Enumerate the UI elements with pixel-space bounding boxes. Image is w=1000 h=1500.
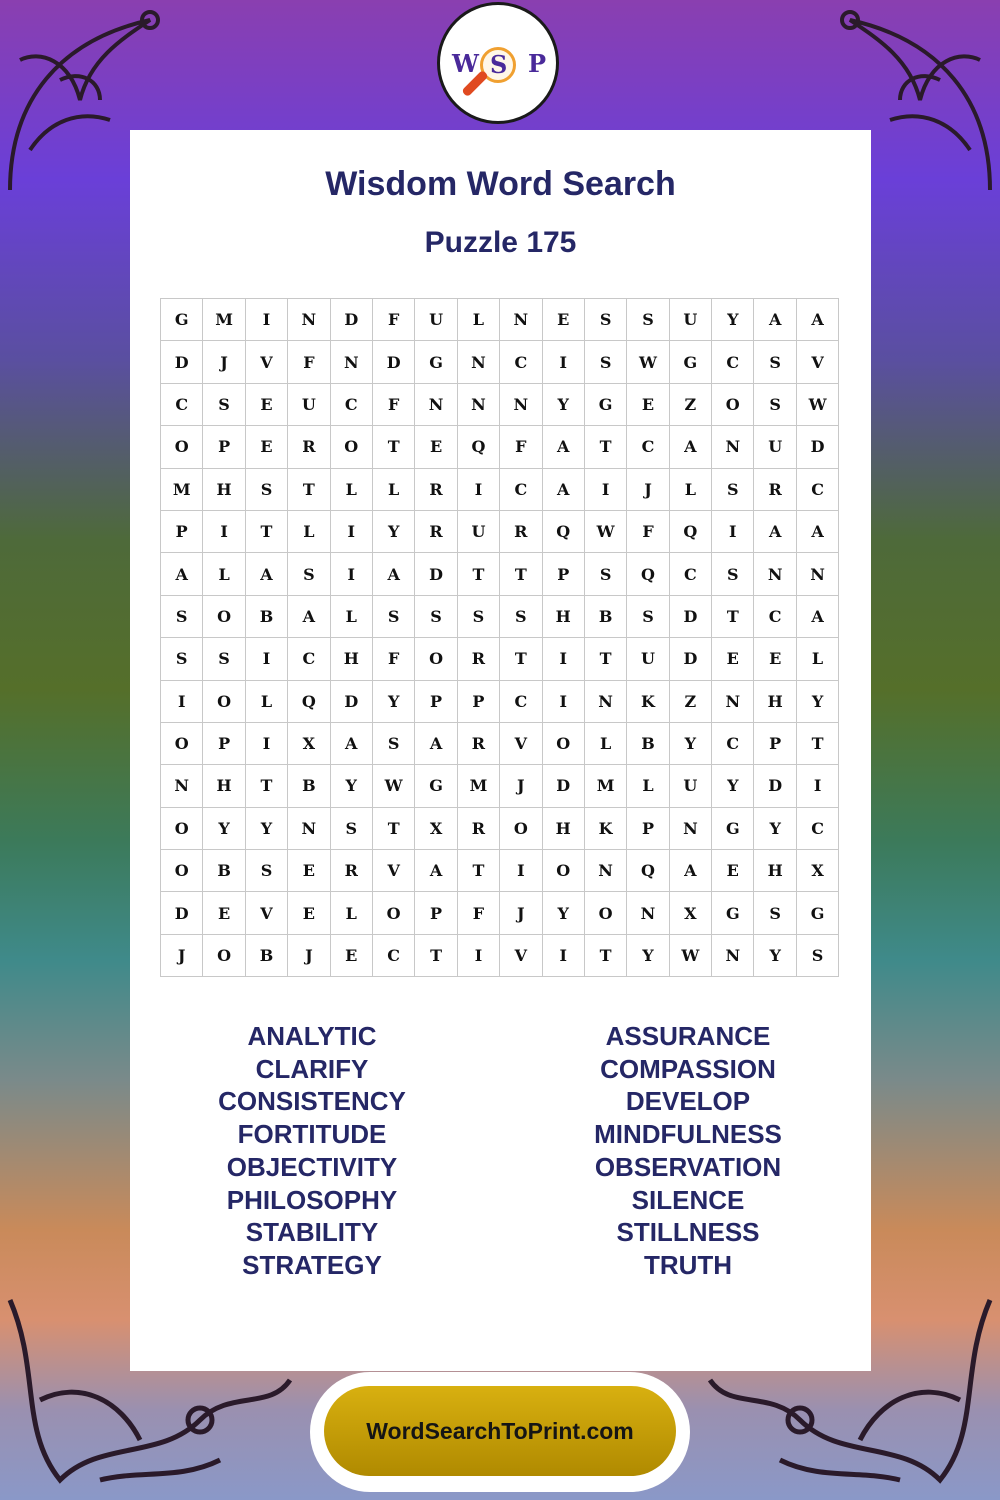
- grid-cell[interactable]: E: [288, 892, 330, 934]
- grid-cell[interactable]: U: [670, 299, 712, 341]
- grid-cell[interactable]: H: [543, 596, 585, 638]
- grid-cell[interactable]: V: [500, 935, 542, 977]
- grid-cell[interactable]: S: [712, 469, 754, 511]
- grid-cell[interactable]: W: [670, 935, 712, 977]
- grid-cell[interactable]: R: [415, 469, 457, 511]
- grid-cell[interactable]: I: [246, 723, 288, 765]
- grid-cell[interactable]: A: [415, 723, 457, 765]
- word-item: MINDFULNESS: [594, 1119, 782, 1150]
- word-list-right: [503, 1020, 873, 1282]
- grid-cell[interactable]: O: [373, 892, 415, 934]
- grid-cell[interactable]: F: [627, 511, 669, 553]
- grid-cell[interactable]: P: [627, 808, 669, 850]
- grid-cell[interactable]: G: [415, 765, 457, 807]
- grid-cell[interactable]: N: [500, 384, 542, 426]
- grid-cell[interactable]: L: [246, 681, 288, 723]
- grid-cell[interactable]: A: [670, 426, 712, 468]
- grid-cell[interactable]: H: [203, 765, 245, 807]
- grid-cell[interactable]: G: [797, 892, 839, 934]
- grid-cell[interactable]: M: [161, 469, 203, 511]
- grid-cell[interactable]: M: [585, 765, 627, 807]
- grid-cell[interactable]: I: [458, 935, 500, 977]
- grid-cell[interactable]: N: [500, 299, 542, 341]
- grid-cell[interactable]: C: [500, 469, 542, 511]
- grid-cell[interactable]: T: [500, 638, 542, 680]
- grid-cell[interactable]: N: [797, 553, 839, 595]
- grid-cell[interactable]: A: [246, 553, 288, 595]
- grid-cell[interactable]: F: [458, 892, 500, 934]
- grid-cell[interactable]: T: [585, 935, 627, 977]
- grid-cell[interactable]: R: [331, 850, 373, 892]
- grid-cell[interactable]: I: [331, 511, 373, 553]
- grid-cell[interactable]: C: [712, 723, 754, 765]
- grid-cell[interactable]: C: [797, 469, 839, 511]
- grid-cell[interactable]: N: [415, 384, 457, 426]
- grid-cell[interactable]: A: [797, 299, 839, 341]
- grid-cell[interactable]: J: [288, 935, 330, 977]
- grid-cell[interactable]: D: [754, 765, 796, 807]
- grid-cell[interactable]: T: [500, 553, 542, 595]
- grid-cell[interactable]: V: [246, 892, 288, 934]
- grid-cell[interactable]: Y: [331, 765, 373, 807]
- grid-cell[interactable]: P: [203, 426, 245, 468]
- grid-cell[interactable]: O: [203, 681, 245, 723]
- grid-cell[interactable]: I: [500, 850, 542, 892]
- word-item: CLARIFY: [255, 1053, 369, 1084]
- grid-cell[interactable]: E: [627, 384, 669, 426]
- grid-cell[interactable]: U: [288, 384, 330, 426]
- grid-cell[interactable]: M: [203, 299, 245, 341]
- grid-cell[interactable]: L: [331, 596, 373, 638]
- grid-cell[interactable]: I: [585, 469, 627, 511]
- grid-cell[interactable]: A: [543, 469, 585, 511]
- grid-cell[interactable]: O: [712, 384, 754, 426]
- grid-cell[interactable]: H: [543, 808, 585, 850]
- grid-cell[interactable]: R: [458, 808, 500, 850]
- grid-cell[interactable]: R: [500, 511, 542, 553]
- grid-cell[interactable]: T: [373, 426, 415, 468]
- grid-cell[interactable]: J: [500, 765, 542, 807]
- grid-cell[interactable]: S: [161, 596, 203, 638]
- grid-cell[interactable]: S: [203, 638, 245, 680]
- word-item: STRATEGY: [242, 1249, 382, 1280]
- grid-cell[interactable]: T: [246, 511, 288, 553]
- word-item: STILLNESS: [616, 1217, 760, 1248]
- grid-cell[interactable]: U: [754, 426, 796, 468]
- grid-cell[interactable]: G: [585, 384, 627, 426]
- grid-cell[interactable]: T: [458, 850, 500, 892]
- grid-cell[interactable]: N: [288, 299, 330, 341]
- grid-cell[interactable]: C: [500, 681, 542, 723]
- grid-cell[interactable]: A: [415, 850, 457, 892]
- grid-cell[interactable]: R: [415, 511, 457, 553]
- grid-cell[interactable]: S: [627, 596, 669, 638]
- grid-cell[interactable]: W: [797, 384, 839, 426]
- grid-cell[interactable]: A: [797, 596, 839, 638]
- grid-cell[interactable]: T: [458, 553, 500, 595]
- grid-cell[interactable]: A: [754, 299, 796, 341]
- grid-cell[interactable]: U: [415, 299, 457, 341]
- grid-cell[interactable]: L: [203, 553, 245, 595]
- grid-cell[interactable]: F: [373, 299, 415, 341]
- grid-cell[interactable]: G: [415, 341, 457, 383]
- grid-cell[interactable]: Z: [670, 681, 712, 723]
- grid-cell[interactable]: N: [585, 850, 627, 892]
- word-item: PHILOSOPHY: [226, 1184, 398, 1215]
- grid-cell[interactable]: N: [288, 808, 330, 850]
- grid-cell[interactable]: L: [288, 511, 330, 553]
- grid-cell[interactable]: X: [670, 892, 712, 934]
- grid-cell[interactable]: Y: [627, 935, 669, 977]
- grid-cell[interactable]: E: [543, 299, 585, 341]
- grid-cell[interactable]: S: [161, 638, 203, 680]
- grid-cell[interactable]: O: [203, 935, 245, 977]
- grid-cell[interactable]: D: [797, 426, 839, 468]
- grid-cell[interactable]: P: [203, 723, 245, 765]
- grid-cell[interactable]: V: [797, 341, 839, 383]
- grid-cell[interactable]: S: [331, 808, 373, 850]
- grid-cell[interactable]: W: [373, 765, 415, 807]
- grid-cell[interactable]: B: [246, 596, 288, 638]
- grid-cell[interactable]: R: [754, 469, 796, 511]
- grid-cell[interactable]: N: [712, 426, 754, 468]
- footer-badge: [310, 1372, 690, 1492]
- grid-cell[interactable]: A: [288, 596, 330, 638]
- grid-cell[interactable]: T: [797, 723, 839, 765]
- grid-cell[interactable]: O: [543, 723, 585, 765]
- grid-cell[interactable]: C: [161, 384, 203, 426]
- grid-cell[interactable]: S: [712, 553, 754, 595]
- puzzle-number: Puzzle 175: [424, 226, 577, 259]
- grid-cell[interactable]: B: [203, 850, 245, 892]
- grid-cell[interactable]: Y: [712, 299, 754, 341]
- grid-cell[interactable]: S: [754, 892, 796, 934]
- grid-cell[interactable]: O: [331, 426, 373, 468]
- grid-cell[interactable]: C: [754, 596, 796, 638]
- grid-cell[interactable]: X: [415, 808, 457, 850]
- grid-cell[interactable]: Q: [670, 511, 712, 553]
- grid-cell[interactable]: P: [415, 681, 457, 723]
- word-item: ANALYTIC: [247, 1021, 377, 1051]
- grid-cell[interactable]: F: [373, 384, 415, 426]
- grid-cell[interactable]: C: [712, 341, 754, 383]
- grid-cell[interactable]: A: [670, 850, 712, 892]
- grid-cell[interactable]: Y: [543, 384, 585, 426]
- letter-grid: [160, 298, 839, 977]
- grid-cell[interactable]: T: [415, 935, 457, 977]
- grid-cell[interactable]: O: [161, 808, 203, 850]
- grid-cell[interactable]: J: [161, 935, 203, 977]
- grid-cell[interactable]: P: [415, 892, 457, 934]
- grid-cell[interactable]: L: [797, 638, 839, 680]
- grid-cell[interactable]: I: [543, 681, 585, 723]
- grid-cell[interactable]: I: [712, 511, 754, 553]
- grid-cell[interactable]: X: [797, 850, 839, 892]
- grid-cell[interactable]: K: [627, 681, 669, 723]
- grid-cell[interactable]: O: [543, 850, 585, 892]
- grid-cell[interactable]: O: [161, 723, 203, 765]
- word-list-left: [127, 1020, 497, 1282]
- grid-cell[interactable]: M: [458, 765, 500, 807]
- grid-cell[interactable]: Y: [373, 681, 415, 723]
- word-item: STABILITY: [245, 1217, 379, 1248]
- site-link[interactable]: WordSearchToPrint.com: [324, 1386, 676, 1476]
- grid-cell[interactable]: O: [415, 638, 457, 680]
- grid-cell[interactable]: H: [203, 469, 245, 511]
- grid-cell[interactable]: Y: [797, 681, 839, 723]
- grid-cell[interactable]: L: [627, 765, 669, 807]
- grid-cell[interactable]: S: [415, 596, 457, 638]
- grid-cell[interactable]: A: [161, 553, 203, 595]
- grid-cell[interactable]: T: [373, 808, 415, 850]
- grid-cell[interactable]: L: [670, 469, 712, 511]
- grid-cell[interactable]: A: [373, 553, 415, 595]
- grid-cell[interactable]: S: [585, 553, 627, 595]
- grid-cell[interactable]: Q: [543, 511, 585, 553]
- grid-cell[interactable]: S: [458, 596, 500, 638]
- grid-cell[interactable]: E: [754, 638, 796, 680]
- grid-cell[interactable]: O: [203, 596, 245, 638]
- grid-cell[interactable]: A: [331, 723, 373, 765]
- grid-cell[interactable]: O: [500, 808, 542, 850]
- grid-cell[interactable]: S: [754, 341, 796, 383]
- grid-cell[interactable]: S: [373, 596, 415, 638]
- grid-cell[interactable]: I: [246, 299, 288, 341]
- grid-cell[interactable]: N: [458, 384, 500, 426]
- grid-cell[interactable]: S: [585, 341, 627, 383]
- grid-cell[interactable]: Y: [373, 511, 415, 553]
- grid-cell[interactable]: Y: [712, 765, 754, 807]
- grid-cell[interactable]: N: [627, 892, 669, 934]
- grid-cell[interactable]: P: [161, 511, 203, 553]
- grid-cell[interactable]: B: [585, 596, 627, 638]
- grid-cell[interactable]: I: [331, 553, 373, 595]
- grid-cell[interactable]: A: [754, 511, 796, 553]
- grid-cell[interactable]: Z: [670, 384, 712, 426]
- word-item: COMPASSION: [600, 1053, 776, 1084]
- grid-cell[interactable]: S: [288, 553, 330, 595]
- logo-letter: S: [490, 50, 508, 79]
- grid-cell[interactable]: F: [373, 638, 415, 680]
- grid-cell[interactable]: S: [754, 384, 796, 426]
- grid-cell[interactable]: Q: [458, 426, 500, 468]
- grid-cell[interactable]: R: [458, 638, 500, 680]
- grid-cell[interactable]: H: [754, 681, 796, 723]
- grid-cell[interactable]: G: [161, 299, 203, 341]
- grid-cell[interactable]: B: [627, 723, 669, 765]
- grid-cell[interactable]: Q: [627, 850, 669, 892]
- logo-letter: P: [528, 49, 547, 78]
- grid-cell[interactable]: J: [627, 469, 669, 511]
- grid-cell[interactable]: I: [246, 638, 288, 680]
- grid-cell[interactable]: I: [797, 765, 839, 807]
- grid-cell[interactable]: N: [331, 341, 373, 383]
- grid-cell[interactable]: T: [585, 638, 627, 680]
- grid-cell[interactable]: N: [712, 935, 754, 977]
- grid-cell[interactable]: D: [670, 596, 712, 638]
- grid-cell[interactable]: C: [500, 341, 542, 383]
- grid-cell[interactable]: T: [585, 426, 627, 468]
- grid-cell[interactable]: C: [797, 808, 839, 850]
- grid-cell[interactable]: U: [627, 638, 669, 680]
- grid-cell[interactable]: E: [712, 638, 754, 680]
- grid-cell[interactable]: E: [203, 892, 245, 934]
- word-item: ASSURANCE: [605, 1021, 771, 1051]
- grid-cell[interactable]: G: [712, 892, 754, 934]
- grid-cell[interactable]: S: [246, 469, 288, 511]
- grid-cell[interactable]: O: [161, 426, 203, 468]
- grid-cell[interactable]: T: [712, 596, 754, 638]
- grid-cell[interactable]: R: [458, 723, 500, 765]
- grid-cell[interactable]: F: [288, 341, 330, 383]
- grid-cell[interactable]: V: [500, 723, 542, 765]
- grid-cell[interactable]: E: [331, 935, 373, 977]
- grid-cell[interactable]: E: [246, 426, 288, 468]
- grid-cell[interactable]: S: [797, 935, 839, 977]
- grid-cell[interactable]: L: [331, 469, 373, 511]
- grid-cell[interactable]: C: [373, 935, 415, 977]
- grid-cell[interactable]: B: [246, 935, 288, 977]
- grid-cell[interactable]: L: [585, 723, 627, 765]
- grid-cell[interactable]: C: [331, 384, 373, 426]
- grid-cell[interactable]: D: [331, 681, 373, 723]
- grid-cell[interactable]: U: [670, 765, 712, 807]
- grid-cell[interactable]: Q: [627, 553, 669, 595]
- grid-cell[interactable]: N: [585, 681, 627, 723]
- grid-cell[interactable]: I: [203, 511, 245, 553]
- grid-cell[interactable]: R: [288, 426, 330, 468]
- grid-cell[interactable]: Y: [246, 808, 288, 850]
- grid-cell[interactable]: P: [543, 553, 585, 595]
- page-title: Wisdom Word Search: [325, 165, 676, 203]
- grid-cell[interactable]: Y: [754, 808, 796, 850]
- logo-letter: W: [452, 49, 479, 78]
- grid-cell[interactable]: S: [500, 596, 542, 638]
- grid-cell[interactable]: W: [627, 341, 669, 383]
- word-item: CONSISTENCY: [218, 1086, 406, 1117]
- grid-cell[interactable]: L: [373, 469, 415, 511]
- grid-cell[interactable]: E: [246, 384, 288, 426]
- word-item: TRUTH: [643, 1249, 733, 1280]
- grid-cell[interactable]: N: [458, 341, 500, 383]
- grid-cell[interactable]: N: [712, 681, 754, 723]
- word-item: OBSERVATION: [594, 1151, 782, 1182]
- grid-cell[interactable]: V: [246, 341, 288, 383]
- grid-cell[interactable]: N: [670, 808, 712, 850]
- grid-cell[interactable]: I: [543, 341, 585, 383]
- grid-cell[interactable]: S: [203, 384, 245, 426]
- grid-cell[interactable]: L: [331, 892, 373, 934]
- grid-cell[interactable]: S: [373, 723, 415, 765]
- grid-cell[interactable]: S: [246, 850, 288, 892]
- grid-cell[interactable]: S: [627, 299, 669, 341]
- grid-cell[interactable]: Y: [670, 723, 712, 765]
- grid-cell[interactable]: I: [458, 469, 500, 511]
- grid-cell[interactable]: H: [331, 638, 373, 680]
- grid-cell[interactable]: E: [712, 850, 754, 892]
- grid-cell[interactable]: J: [500, 892, 542, 934]
- grid-cell[interactable]: T: [288, 469, 330, 511]
- grid-cell[interactable]: W: [585, 511, 627, 553]
- grid-cell[interactable]: I: [543, 935, 585, 977]
- grid-cell[interactable]: F: [500, 426, 542, 468]
- grid-cell[interactable]: Q: [288, 681, 330, 723]
- grid-cell[interactable]: D: [543, 765, 585, 807]
- grid-cell[interactable]: N: [161, 765, 203, 807]
- grid-cell[interactable]: T: [246, 765, 288, 807]
- grid-cell[interactable]: Y: [203, 808, 245, 850]
- grid-cell[interactable]: U: [458, 511, 500, 553]
- puzzle-sheet: [130, 130, 871, 1371]
- grid-cell[interactable]: V: [373, 850, 415, 892]
- grid-cell[interactable]: J: [203, 341, 245, 383]
- word-item: OBJECTIVITY: [226, 1151, 398, 1182]
- word-item: SILENCE: [631, 1184, 745, 1215]
- grid-cell[interactable]: D: [373, 341, 415, 383]
- grid-cell[interactable]: I: [161, 681, 203, 723]
- grid-cell[interactable]: X: [288, 723, 330, 765]
- grid-cell[interactable]: G: [670, 341, 712, 383]
- grid-cell[interactable]: D: [670, 638, 712, 680]
- grid-cell[interactable]: C: [627, 426, 669, 468]
- grid-cell[interactable]: D: [415, 553, 457, 595]
- grid-cell[interactable]: E: [415, 426, 457, 468]
- grid-cell[interactable]: N: [754, 553, 796, 595]
- grid-cell[interactable]: D: [331, 299, 373, 341]
- site-logo: [437, 2, 559, 124]
- grid-cell[interactable]: P: [754, 723, 796, 765]
- grid-cell[interactable]: C: [670, 553, 712, 595]
- grid-cell[interactable]: Y: [543, 892, 585, 934]
- grid-cell[interactable]: K: [585, 808, 627, 850]
- word-item: DEVELOP: [625, 1086, 751, 1117]
- grid-cell[interactable]: C: [288, 638, 330, 680]
- grid-cell[interactable]: G: [712, 808, 754, 850]
- grid-cell[interactable]: P: [458, 681, 500, 723]
- grid-cell[interactable]: A: [543, 426, 585, 468]
- grid-cell[interactable]: H: [754, 850, 796, 892]
- grid-cell[interactable]: S: [585, 299, 627, 341]
- word-item: FORTITUDE: [237, 1119, 387, 1150]
- grid-cell[interactable]: O: [585, 892, 627, 934]
- grid-cell[interactable]: A: [797, 511, 839, 553]
- grid-cell[interactable]: O: [161, 850, 203, 892]
- grid-cell[interactable]: B: [288, 765, 330, 807]
- grid-cell[interactable]: I: [543, 638, 585, 680]
- grid-cell[interactable]: D: [161, 341, 203, 383]
- grid-cell[interactable]: L: [458, 299, 500, 341]
- grid-cell[interactable]: E: [288, 850, 330, 892]
- grid-cell[interactable]: D: [161, 892, 203, 934]
- grid-cell[interactable]: Y: [754, 935, 796, 977]
